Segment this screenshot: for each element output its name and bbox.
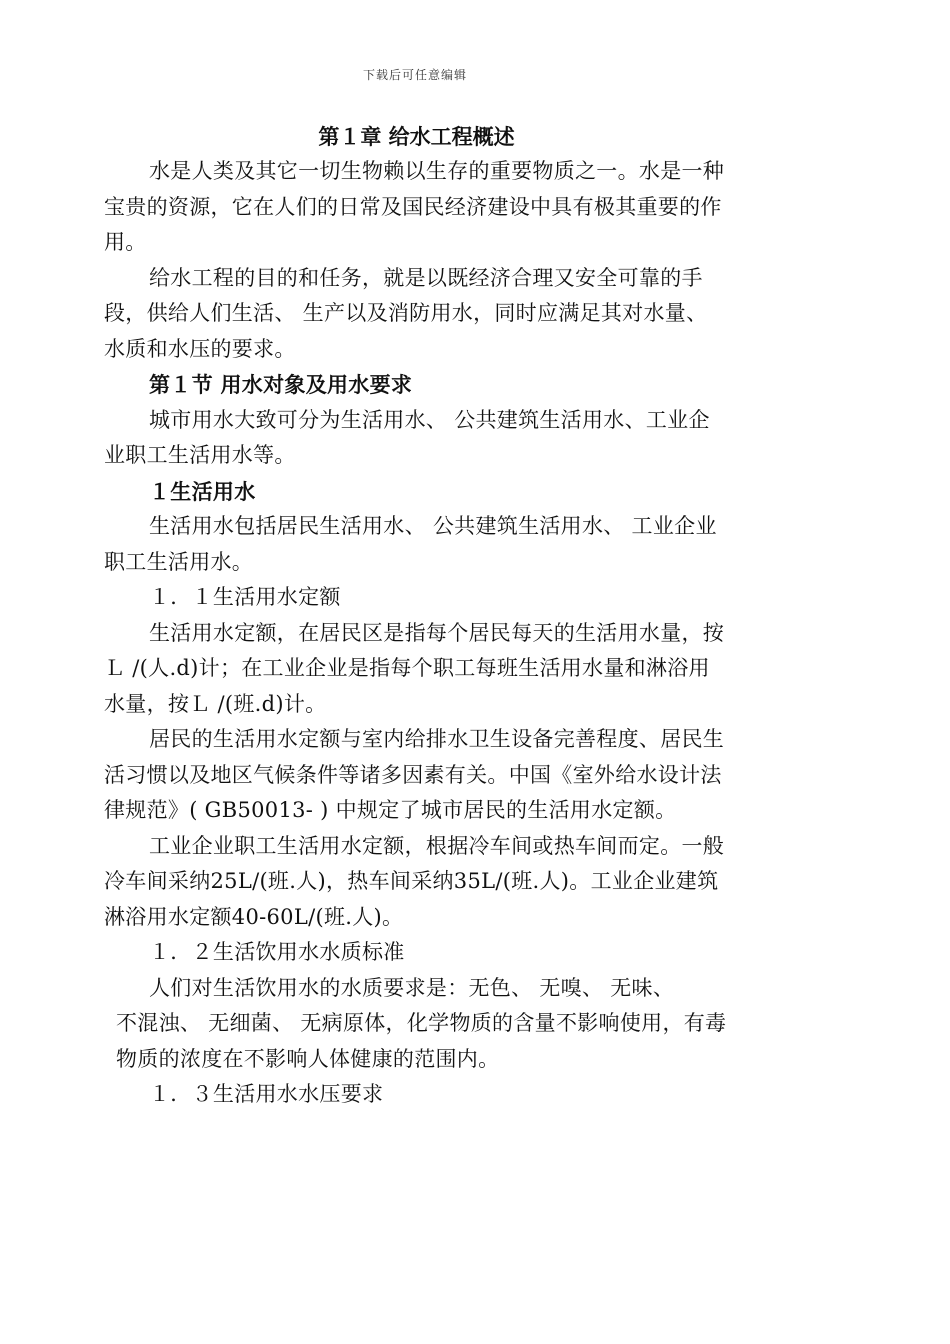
chapter-title: 第１章 给水工程概述	[318, 124, 515, 149]
paragraph-water-importance: 水是人类及其它一切生物赖以生存的重要物质之一。水是一种宝贵的资源，它在人们的日常及国民经济建设中具有极其重要的作用。	[104, 159, 725, 254]
section-heading-water-users: 第１节 用水对象及用水要求	[149, 372, 413, 397]
paragraph-water-quality-rest: 不混浊、 无细菌、 无病原体，化学物质的含量不影响使用，有毒物质的浓度在不影响人体健康的范围内。	[116, 1011, 727, 1071]
paragraph-water-quota-definition: 生活用水定额，在居民区是指每个居民每天的生活用水量，按Ｌ /(人.d)计；在工业企业是指每个职工每班生活用水量和淋浴用水量，按Ｌ /(班.d)计。	[104, 620, 725, 716]
document-body	[104, 120, 729, 1113]
paragraph-water-quota-factors: 居民的生活用水定额与室内给排水卫生设备完善程度、居民生活习惯以及地区气候条件等诸多因素有关。中国《室外给水设计法律规范》( GB50013- ) 中规定了城市居民的生活用水定额。	[104, 727, 725, 822]
subsection-heading-water-pressure: １．３生活用水水压要求	[149, 1082, 384, 1106]
header-note: 下载后可任意编辑	[362, 68, 467, 82]
paragraph-city-water-categories: 城市用水大致可分为生活用水、 公共建筑生活用水、工业企业职工生活用水等。	[104, 407, 710, 467]
paragraph-industrial-water-quota: 工业企业职工生活用水定额，根据冷车间或热车间而定。一般冷车间采纳25L/(班.人)，热车间采纳35L/(班.人)。工业企业建筑淋浴用水定额40-60L/(班.人)。	[104, 833, 725, 929]
subsection-heading-domestic-water: １生活用水	[149, 478, 256, 504]
subsection-heading-water-quota: １．１生活用水定额	[149, 585, 341, 609]
paragraph-domestic-water-scope: 生活用水包括居民生活用水、 公共建筑生活用水、 工业企业职工生活用水。	[104, 514, 717, 574]
subsection-heading-water-quality: １．２生活饮用水水质标准	[149, 940, 405, 964]
paragraph-water-quality-line1: 人们对生活饮用水的水质要求是：无色、 无嗅、 无味、	[149, 975, 675, 1000]
paragraph-water-supply-purpose: 给水工程的目的和任务，就是以既经济合理又安全可靠的手段，供给人们生活、 生产以及消防用水，同时应满足其对水量、 水质和水压的要求。	[104, 265, 708, 361]
